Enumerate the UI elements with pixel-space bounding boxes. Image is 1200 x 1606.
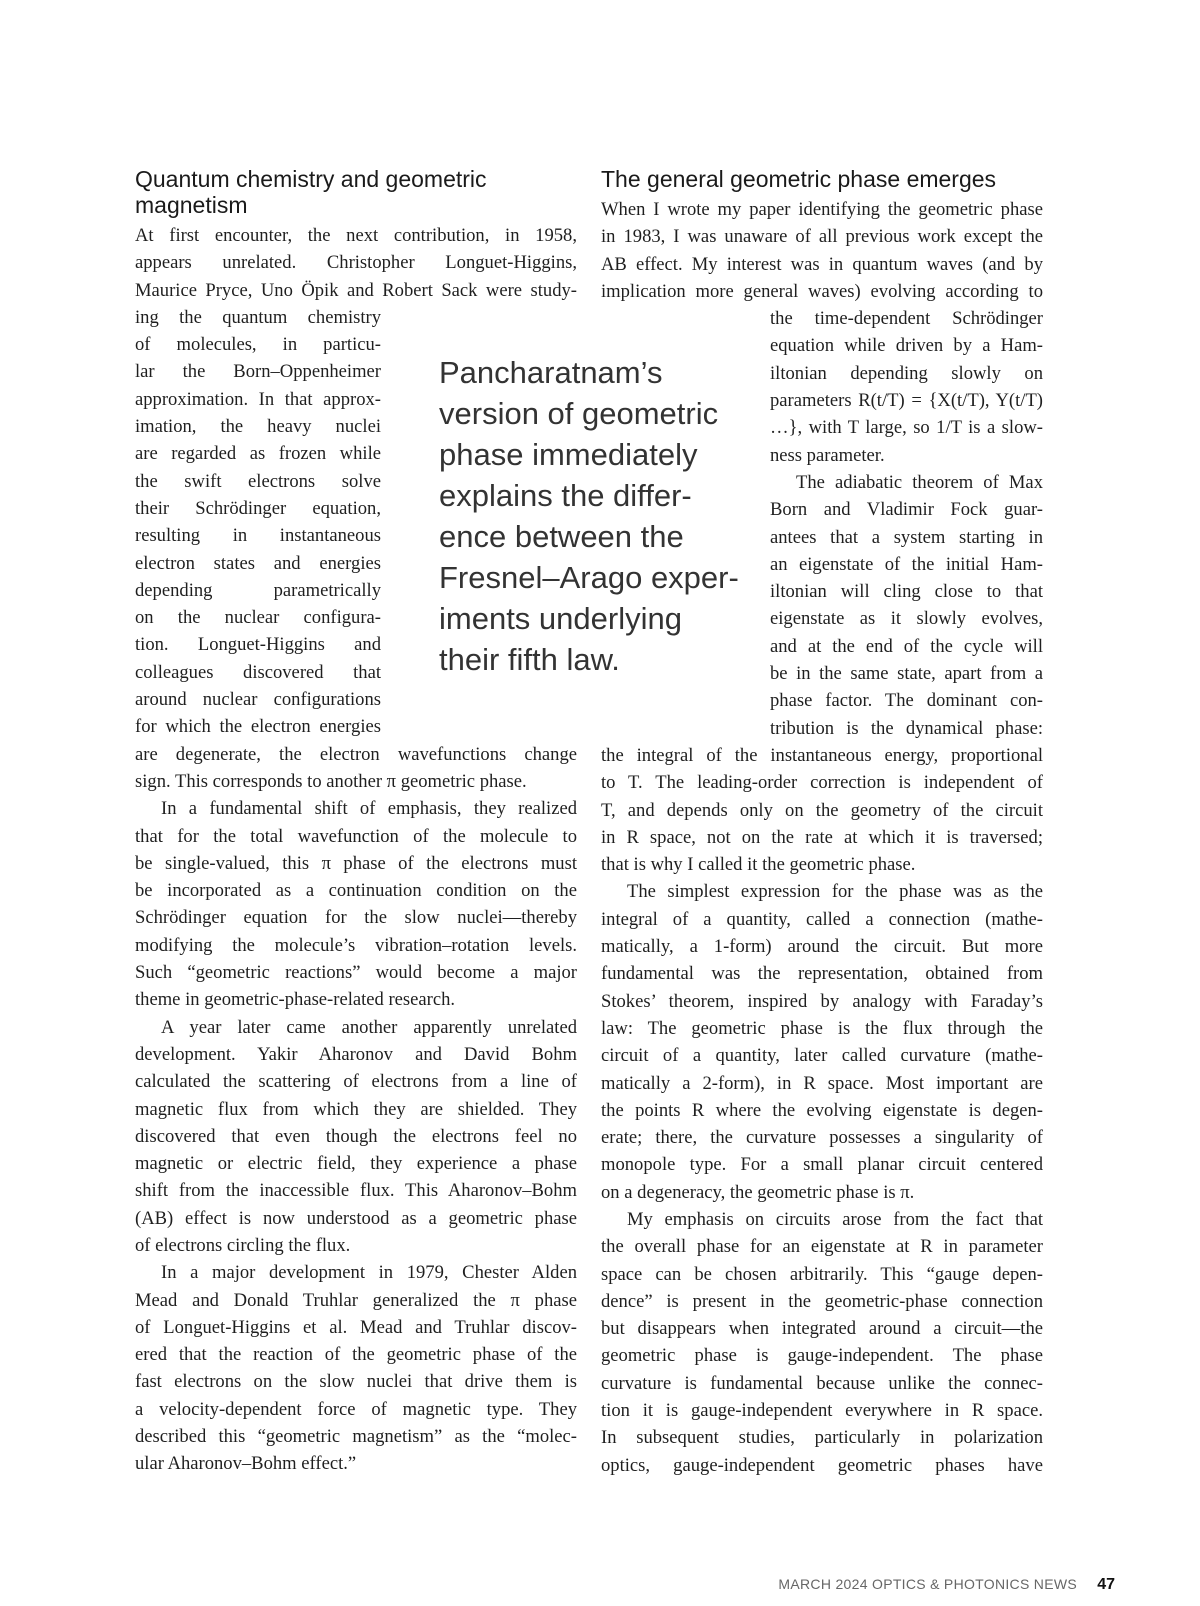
text-line: imation, the heavy nuclei [135,416,381,438]
pull-quote-line: Fresnel–Arago exper- [439,560,739,595]
right-heading: The general geometric phase emerges [601,166,997,192]
pull-quote-line: explains the differ- [439,478,692,513]
text-line: antees that a system starting in [770,526,1043,548]
text-line: tribution is the dynamical phase: [770,717,1043,739]
text-line: the points R where the evolving eigenstate is degen- [601,1099,1043,1121]
text-line: erate; there, the curvature possesses a singularity of [601,1127,1043,1149]
text-line: the time-dependent Schrödinger [770,308,1043,330]
text-line: are degenerate, the electron wavefunctions change [135,743,577,765]
text-line: In subsequent studies, particularly in polarization [601,1427,1043,1449]
text-line: be single-valued, this π phase of the electrons must [135,852,577,874]
text-line: integral of a quantity, called a connection (mathe- [601,908,1043,930]
text-line: T, and depends only on the geometry of the circuit [601,799,1043,821]
text-line: in R space, not on the rate at which it is traversed; [601,826,1043,848]
text-line: on a degeneracy, the geometric phase is π. [601,1181,915,1203]
text-line: Such “geometric reactions” would become a major [135,962,577,984]
text-line: magnetic or electric field, they experience a phase [135,1153,577,1175]
text-line: are regarded as frozen while [135,443,381,465]
footer-issue: MARCH 2024 [778,1576,868,1592]
text-line: ular Aharonov–Bohm effect.” [135,1453,357,1475]
pull-quote-line: Pancharatnam’s [439,355,663,390]
text-line: The simplest expression for the phase was as the [627,881,1043,903]
text-line: equation while driven by a Ham- [770,335,1043,357]
text-line: of electrons circling the flux. [135,1234,351,1256]
text-line: Born and Vladimir Fock guar- [770,499,1043,521]
text-line: colleagues discovered that [135,661,381,683]
text-line: modifying the molecule’s vibration–rotation levels. [135,934,577,956]
text-line: be incorporated as a continuation condition on the [135,880,577,902]
text-line: their Schrödinger equation, [135,497,381,519]
text-line: Mead and Donald Truhlar generalized the π phase [135,1289,577,1311]
text-line: matically a 2-form), in R space. Most important are [601,1072,1043,1094]
text-line: magnetic flux from which they are shielded. They [135,1098,577,1120]
text-line: The adiabatic theorem of Max [796,471,1043,493]
text-line: be in the same state, apart from a [770,663,1043,685]
text-line: AB effect. My interest was in quantum waves (and by [601,253,1043,275]
text-line: that is why I called it the geometric phase. [601,854,916,876]
text-line: …}, with T large, so 1/T is a slow- [770,417,1043,439]
text-line: iltonian depending slowly on [770,362,1043,384]
text-line: Stokes’ theorem, inspired by analogy with Faraday’s [601,990,1043,1012]
text-line: matically, a 1-form) around the circuit. But more [601,936,1043,958]
pull-quote-line: iments underlying [439,601,682,636]
text-line: eigenstate as it slowly evolves, [770,608,1043,630]
text-line: law: The geometric phase is the flux through the [601,1017,1043,1039]
text-line: but disappears when integrated around a circuit—the [601,1318,1043,1340]
left-heading: Quantum chemistry and geometric magnetism [135,166,487,218]
text-line: optics, gauge-independent geometric phases have [601,1454,1043,1476]
text-line: phase factor. The dominant con- [770,690,1043,712]
text-line: discovered that even though the electrons feel no [135,1125,577,1147]
text-line: My emphasis on circuits arose from the fact that [627,1208,1043,1230]
page-number: 47 [1097,1576,1115,1593]
text-line: the overall phase for an eigenstate at R in parameter [601,1236,1043,1258]
text-line: space can be chosen arbitrarily. This “gauge depen- [601,1263,1043,1285]
text-line: geometric phase is gauge-independent. The phase [601,1345,1043,1367]
text-line: on the nuclear configura- [135,607,381,629]
pull-quote-line: version of geometric [439,396,719,431]
text-line: shift from the inaccessible flux. This Aharonov–Bohm [135,1180,577,1202]
text-line: appears unrelated. Christopher Longuet-Higgins, [135,252,577,274]
text-line: development. Yakir Aharonov and David Bohm [135,1043,577,1065]
text-line: implication more general waves) evolving according to [601,280,1043,302]
text-line: to T. The leading-order correction is independent of [601,772,1043,794]
text-line: ing the quantum chemistry [135,306,381,328]
text-line: (AB) effect is now understood as a geometric phase [135,1207,577,1229]
text-line: Maurice Pryce, Uno Öpik and Robert Sack were study- [135,279,577,301]
pull-quote [439,352,739,680]
text-line: fundamental was the representation, obtained from [601,963,1043,985]
text-line: lar the Born–Oppenheimer [135,361,381,383]
text-line: in 1983, I was unaware of all previous work except the [601,226,1043,248]
text-line: of Longuet-Higgins et al. Mead and Truhlar discov- [135,1316,577,1338]
text-line: ered that the reaction of the geometric phase of the [135,1344,577,1366]
text-line: calculated the scattering of electrons from a line of [135,1071,577,1093]
text-line: approximation. In that approx- [135,388,381,410]
text-line: curvature is fundamental because unlike the connec- [601,1372,1043,1394]
text-line: for which the electron energies [135,716,381,738]
text-line: fast electrons on the slow nuclei that drive them is [135,1371,577,1393]
text-line: around nuclear configurations [135,689,381,711]
text-line: In a major development in 1979, Chester Alden [161,1262,577,1284]
text-line: When I wrote my paper identifying the geometric phase [601,199,1043,220]
text-line: that for the total wavefunction of the molecule to [135,825,577,847]
text-line: a velocity-dependent force of magnetic type. They [135,1398,577,1420]
page-footer [770,1576,1115,1594]
text-line: dence” is present in the geometric-phase connection [601,1290,1043,1312]
pull-quote-line: ence between the [439,519,684,554]
text-line: of molecules, in particu- [135,334,381,356]
text-line: ness parameter. [770,444,885,466]
text-line: electron states and energies [135,552,381,574]
text-line: circuit of a quantity, later called curvature (mathe- [601,1045,1043,1067]
text-line: the swift electrons solve [135,470,381,492]
text-line: monopole type. For a small planar circuit centered [601,1154,1043,1176]
text-line: At first encounter, the next contribution, in 1958, [135,225,577,246]
text-line: A year later came another apparently unrelated [161,1016,577,1038]
text-line: Schrödinger equation for the slow nuclei—thereby [135,907,577,929]
text-line: theme in geometric-phase-related research. [135,989,456,1011]
text-line: sign. This corresponds to another π geometric phase. [135,770,527,792]
text-line: tion. Longuet-Higgins and [135,634,381,656]
pull-quote-line: phase immediately [439,437,698,472]
text-line: an eigenstate of the initial Ham- [770,553,1043,575]
text-line: tion it is gauge-independent everywhere in R space. [601,1400,1043,1422]
text-line: described this “geometric magnetism” as the “molec- [135,1426,577,1448]
text-line: resulting in instantaneous [135,525,381,547]
text-line: depending parametrically [135,579,381,601]
text-line: parameters R(t/T) = {X(t/T), Y(t/T) [770,390,1043,412]
text-line: iltonian will cling close to that [770,581,1043,603]
pull-quote-line: their fifth law. [439,642,620,677]
text-line: In a fundamental shift of emphasis, they realized [161,798,577,820]
text-line: the integral of the instantaneous energy, proportional [601,744,1043,766]
footer-magazine: OPTICS & PHOTONICS NEWS [872,1576,1077,1592]
text-line: and at the end of the cycle will [770,635,1043,657]
